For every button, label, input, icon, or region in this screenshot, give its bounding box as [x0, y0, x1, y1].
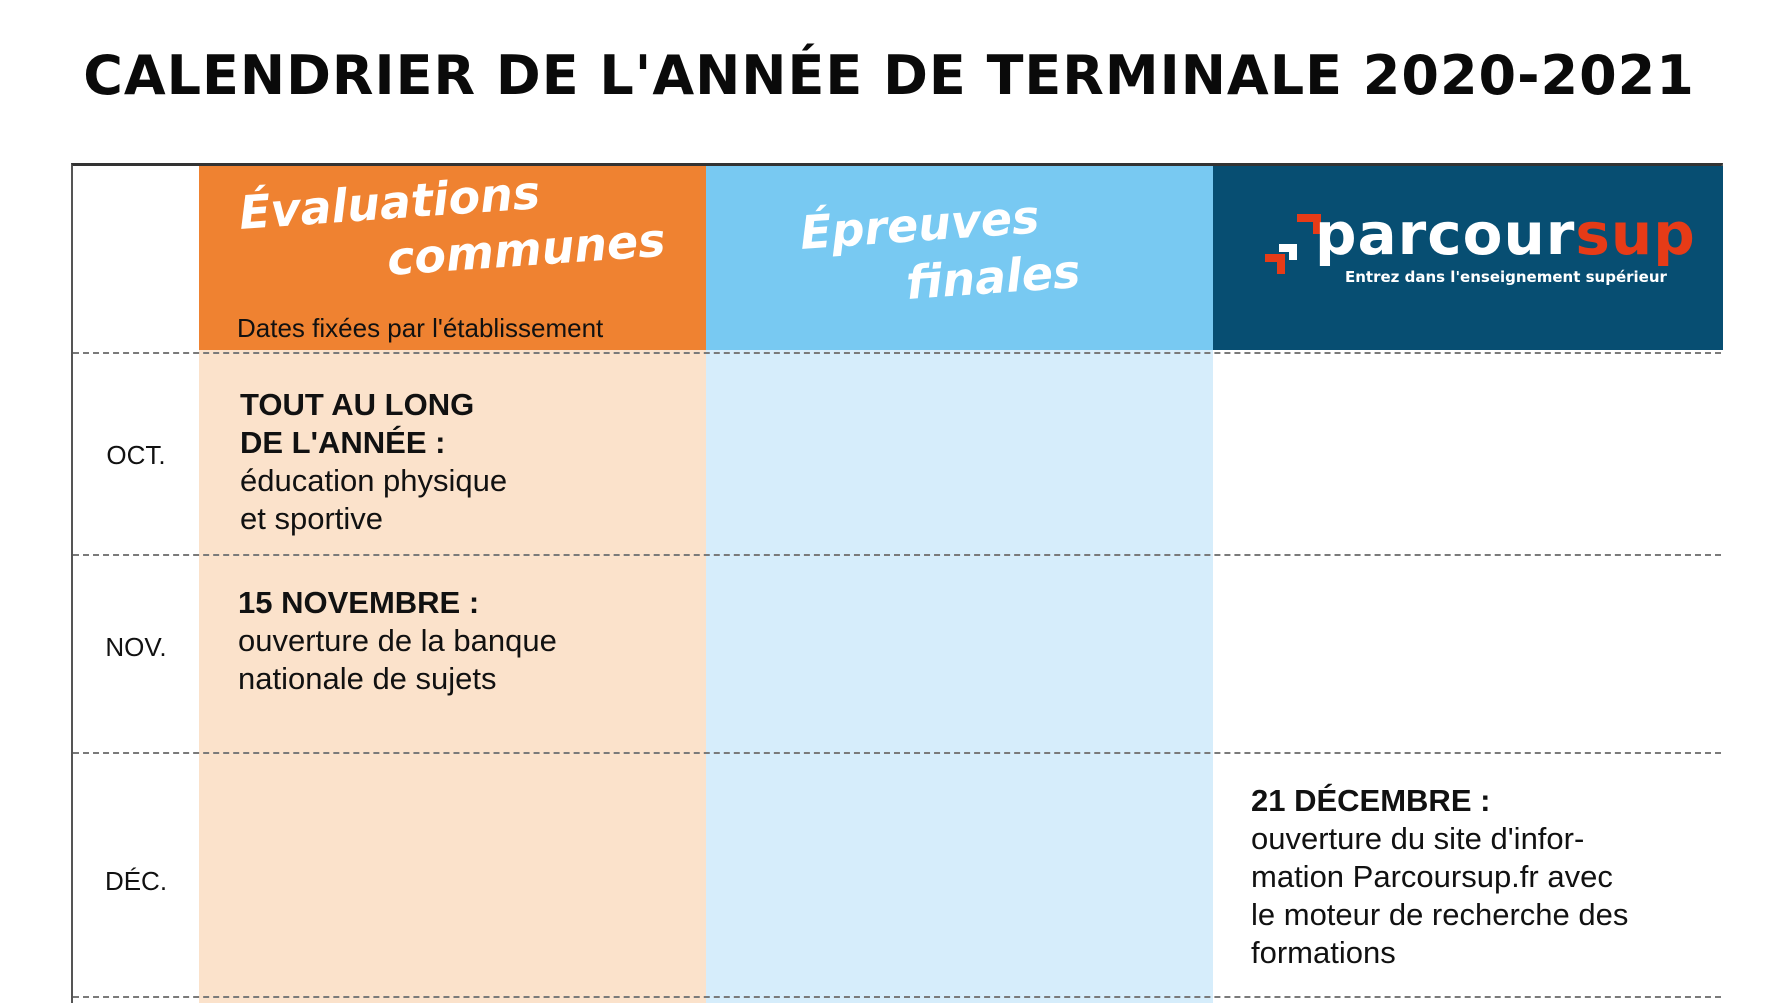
event-nov-evaluations	[238, 584, 557, 698]
logo-text-white: parcour	[1315, 200, 1576, 268]
epreuves-title-line1: Épreuves	[798, 189, 1041, 260]
epreuves-title-line2: finales	[904, 243, 1082, 310]
row-divider	[73, 352, 1721, 354]
parcoursup-logo	[1263, 200, 1696, 296]
row-divider	[73, 996, 1721, 998]
event-heading: DE L'ANNÉE :	[240, 425, 446, 460]
evaluations-subtitle: Dates fixées par l'établissement	[237, 313, 604, 343]
epreuves-header	[706, 166, 1213, 350]
event-heading: 15 NOVEMBRE :	[238, 585, 480, 620]
logo-text-red-up: up	[1610, 200, 1696, 268]
event-text: ouverture du site d'infor-	[1251, 821, 1585, 856]
event-text: nationale de sujets	[238, 661, 497, 696]
evaluations-title-line1: Évaluations	[237, 165, 542, 240]
month-label-nov: NOV.	[105, 632, 167, 662]
month-label-dec: DÉC.	[104, 866, 168, 896]
event-text: formations	[1251, 935, 1396, 970]
event-heading: 21 DÉCEMBRE :	[1251, 783, 1491, 818]
event-heading: TOUT AU LONG	[240, 387, 475, 422]
row-divider	[73, 554, 1721, 556]
event-text: éducation physique	[240, 463, 508, 498]
calendar-table	[71, 163, 1723, 1003]
parcoursup-tagline: Entrez dans l'enseignement supérieur	[1345, 268, 1667, 286]
page-title: CALENDRIER DE L'ANNÉE DE TERMINALE 2020-2021	[83, 44, 1695, 107]
evaluations-title-line2: communes	[385, 212, 668, 286]
row-divider	[73, 752, 1721, 754]
event-dec-parcoursup	[1251, 782, 1628, 972]
event-text: ouverture de la banque	[238, 623, 557, 658]
evaluations-header	[199, 166, 706, 350]
event-text: et sportive	[240, 501, 384, 536]
logo-text-red-s: s	[1575, 200, 1611, 268]
parcoursup-wordmark	[1315, 200, 1696, 268]
event-text: mation Parcoursup.fr avec	[1251, 859, 1613, 894]
parcoursup-header	[1213, 166, 1723, 350]
event-oct-evaluations	[240, 386, 507, 538]
event-text: le moteur de recherche des	[1251, 897, 1629, 932]
month-label-oct: OCT.	[106, 440, 166, 470]
